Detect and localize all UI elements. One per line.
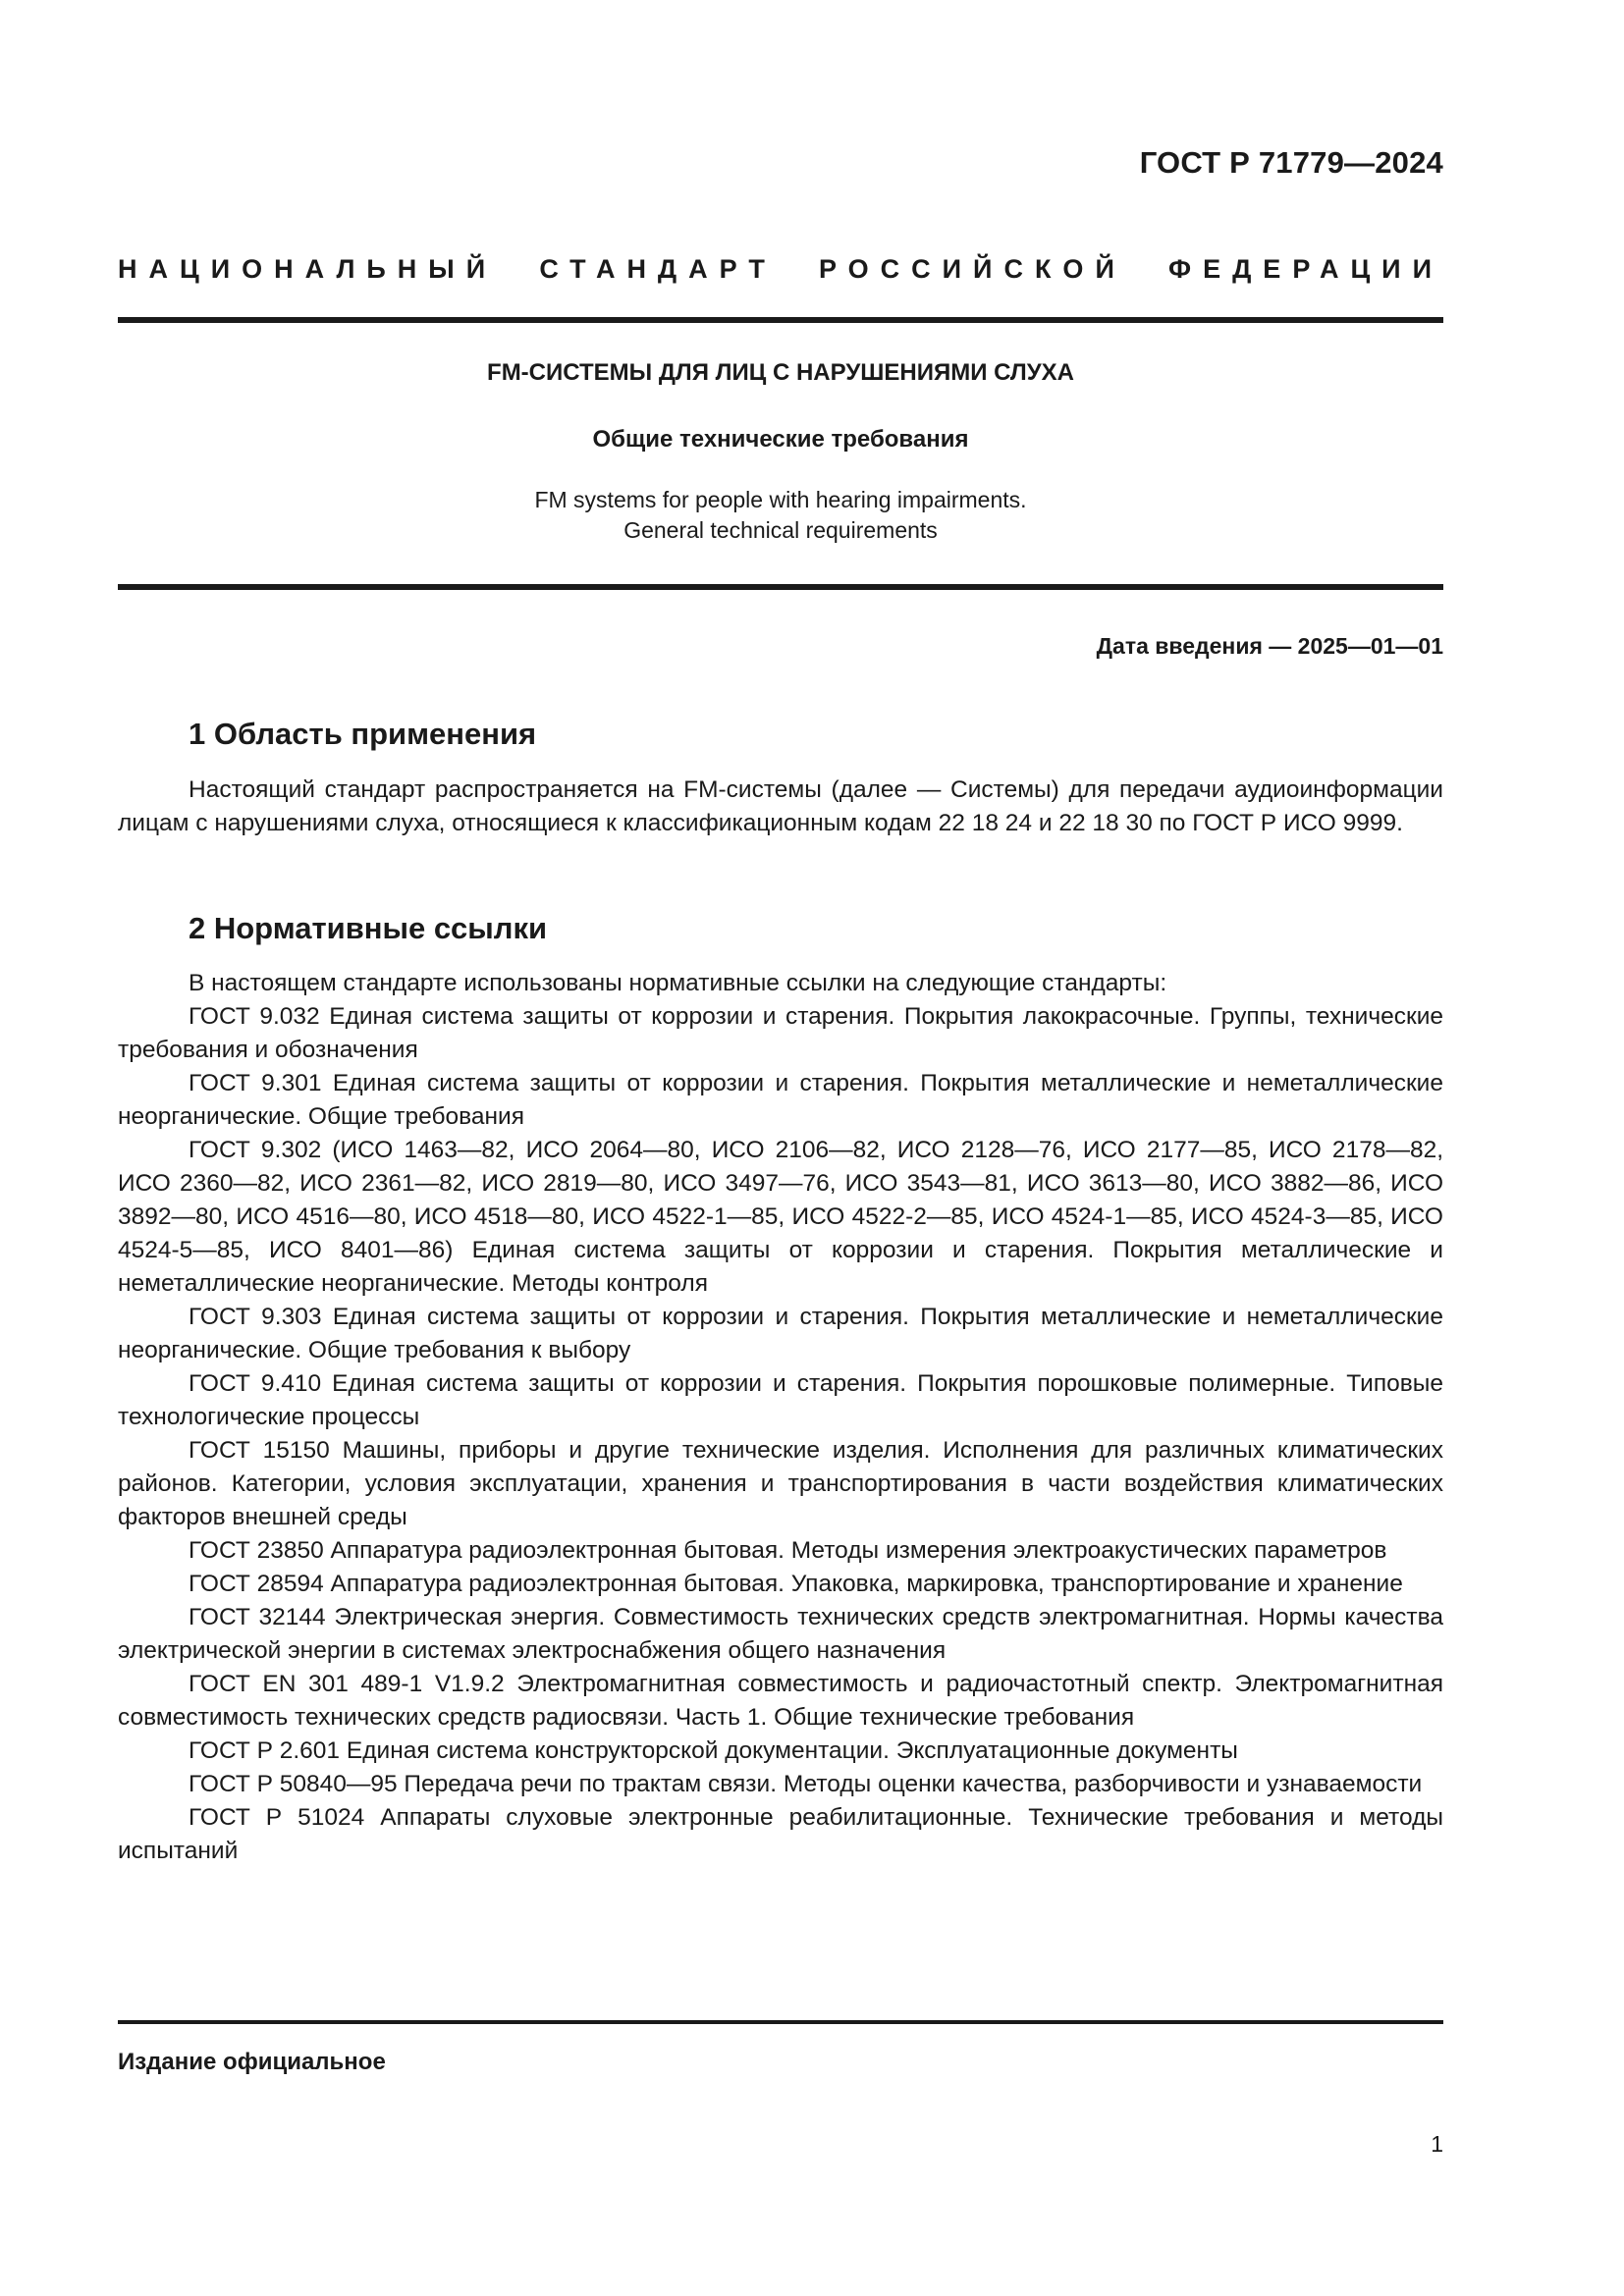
paragraph: В настоящем стандарте использованы нормативные ссылки на следующие стандарты: [189, 970, 1167, 996]
document-code: ГОСТ Р 71779—2024 [1139, 145, 1443, 180]
reference-item: ГОСТ 23850 Аппаратура радиоэлектронная бытовая. Методы измерения электроакустических параметров [189, 1537, 1387, 1564]
footer-divider [118, 2020, 1443, 2024]
reference-item: ГОСТ EN 301 489-1 V1.9.2 Электромагнитная совместимость и радиочастотный спектр. Электромагнитная совместимость технических средств радиосвязи. Часть 1. Общие технические требования [118, 1671, 1443, 1731]
title-divider [118, 584, 1443, 590]
standard-subtitle: Общие технические требования [592, 426, 969, 453]
reference-item: ГОСТ Р 2.601 Единая система конструкторской документации. Эксплуатационные документы [189, 1737, 1238, 1764]
reference-item: ГОСТ 9.301 Единая система защиты от коррозии и старения. Покрытия металлические и неметаллические неорганические. Общие требования [118, 1070, 1443, 1130]
introduction-date: Дата введения — 2025—01—01 [1096, 633, 1443, 659]
reference-item: ГОСТ Р 51024 Аппараты слуховые электронные реабилитационные. Технические требования и методы испытаний [118, 1804, 1443, 1864]
official-edition-label: Издание официальное [118, 2049, 386, 2075]
english-title [118, 485, 1443, 546]
english-title-line-2: General technical requirements [623, 517, 938, 543]
reference-item: ГОСТ 32144 Электрическая энергия. Совместимость технических средств электромагнитная. Нормы качества электрической энергии в системах электроснабжения общего назначения [118, 1604, 1443, 1664]
reference-item: ГОСТ Р 50840—95 Передача речи по трактам связи. Методы оценки качества, разборчивости и узнаваемости [189, 1771, 1423, 1797]
document-page [118, 0, 1443, 2296]
header-divider [118, 317, 1443, 323]
standard-title: FM-СИСТЕМЫ ДЛЯ ЛИЦ С НАРУШЕНИЯМИ СЛУХА [487, 359, 1074, 386]
reference-item: ГОСТ 9.032 Единая система защиты от коррозии и старения. Покрытия лакокрасочные. Группы, технические требования и обозначения [118, 1003, 1443, 1063]
english-title-line-1: FM systems for people with hearing impairments. [534, 487, 1027, 512]
section-scope-body [118, 774, 1443, 840]
reference-item: ГОСТ 9.302 (ИСО 1463—82, ИСО 2064—80, ИСО 2106—82, ИСО 2128—76, ИСО 2177—85, ИСО 2178—82, ИСО 2360—82, ИСО 2361—82, ИСО 2819—80, ИСО 3497—76, ИСО 3543—81, ИСО 3613—80, ИСО 3882—86, ИСО 3892—80, ИСО 4516—80, ИСО 4518—80, ИСО 4522-1—85, ИСО 4522-2—85, ИСО 4524-1—85, ИСО 4524-3—85, ИСО 4524-5—85, ИСО 8401—86) Единая система защиты от коррозии и старения. Покрытия металлические и неметаллические неорганические. Методы контроля [118, 1137, 1443, 1297]
reference-item: ГОСТ 9.410 Единая система защиты от коррозии и старения. Покрытия порошковые полимерные. Типовые технологические процессы [118, 1370, 1443, 1430]
national-standard-title: НАЦИОНАЛЬНЫЙ СТАНДАРТ РОССИЙСКОЙ ФЕДЕРАЦИИ [118, 254, 1443, 284]
reference-item: ГОСТ 28594 Аппаратура радиоэлектронная бытовая. Упаковка, маркировка, транспортирование и хранение [189, 1571, 1403, 1597]
page-number: 1 [1431, 2131, 1443, 2157]
section-heading-references: 2 Нормативные ссылки [189, 911, 548, 945]
reference-item: ГОСТ 9.303 Единая система защиты от коррозии и старения. Покрытия металлические и неметаллические неорганические. Общие требования к выбору [118, 1304, 1443, 1363]
paragraph: Настоящий стандарт распространяется на FM-системы (далее — Системы) для передачи аудиоинформации лицам с нарушениями слуха, относящиеся к классификационным кодам 22 18 24 и 22 18 30 по ГОСТ Р ИСО 9999. [118, 776, 1443, 836]
section-references-body [118, 967, 1443, 1868]
reference-item: ГОСТ 15150 Машины, приборы и другие технические изделия. Исполнения для различных климатических районов. Категории, условия эксплуатации, хранения и транспортирования в части воздействия климатических факторов внешней среды [118, 1437, 1443, 1530]
section-heading-scope: 1 Область применения [189, 717, 537, 751]
